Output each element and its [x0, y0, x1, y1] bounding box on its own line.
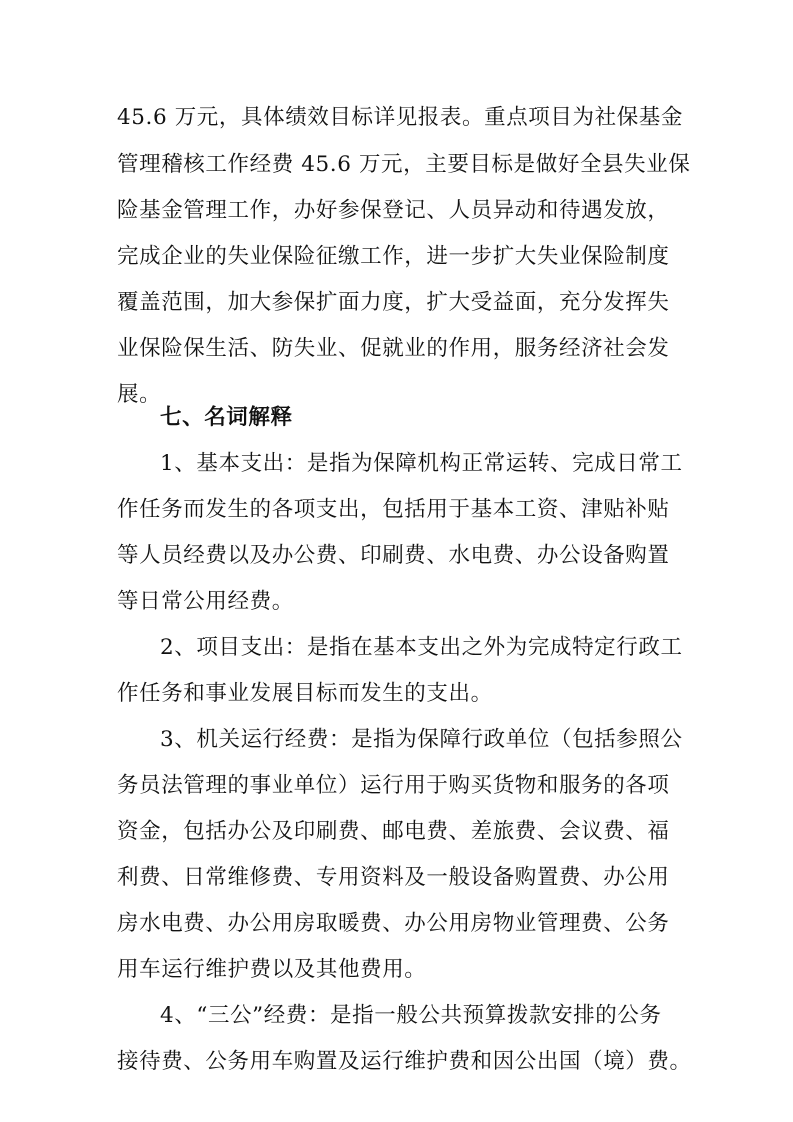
term-3-line-3: 资金，包括办公及印刷费、邮电费、差旅费、会议费、福 [117, 819, 670, 844]
text-line-5: 覆盖范围，加大参保扩面力度，扩大受益面，充分发挥失 [117, 290, 670, 315]
term-3-line-1: 3、机关运行经费：是指为保障行政单位（包括参照公 [160, 727, 683, 752]
text-line-3: 险基金管理工作，办好参保登记、人员异动和待遇发放， [117, 198, 670, 223]
term-1-line-1: 1、基本支出：是指为保障机构正常运转、完成日常工 [160, 451, 683, 476]
term-3-line-2: 务员法管理的事业单位）运行用于购买货物和服务的各项 [117, 773, 670, 798]
section-heading: 七、名词解释 [160, 405, 293, 430]
text-line-1: 45.6 万元，具体绩效目标详见报表。重点项目为社保基金 [117, 105, 684, 130]
text-line-2: 管理稽核工作经费 45.6 万元，主要目标是做好全县失业保 [117, 152, 691, 177]
term-3-line-6: 用车运行维护费以及其他费用。 [117, 957, 427, 982]
term-3-line-4: 利费、日常维修费、专用资料及一般设备购置费、办公用 [117, 865, 670, 890]
term-2-line-1: 2、项目支出：是指在基本支出之外为完成特定行政工 [160, 635, 683, 660]
text-line-6: 业保险保生活、防失业、促就业的作用，服务经济社会发 [117, 336, 670, 361]
term-1-line-3: 等人员经费以及办公费、印刷费、水电费、办公设备购置 [117, 543, 670, 568]
term-2-line-2: 作任务和事业发展目标而发生的支出。 [117, 681, 493, 706]
term-1-line-2: 作任务而发生的各项支出，包括用于基本工资、津贴补贴 [117, 497, 670, 522]
term-1-line-4: 等日常公用经费。 [117, 589, 294, 614]
term-3-line-5: 房水电费、办公用房取暖费、办公用房物业管理费、公务 [117, 911, 670, 936]
term-4-line-1: 4、“三公”经费：是指一般公共预算拨款安排的公务 [160, 1003, 662, 1028]
text-line-4: 完成企业的失业保险征缴工作，进一步扩大失业保险制度 [117, 244, 670, 269]
term-4-line-2: 接待费、公务用车购置及运行维护费和因公出国（境）费。 [117, 1049, 692, 1074]
text-line-7: 展。 [117, 382, 162, 407]
